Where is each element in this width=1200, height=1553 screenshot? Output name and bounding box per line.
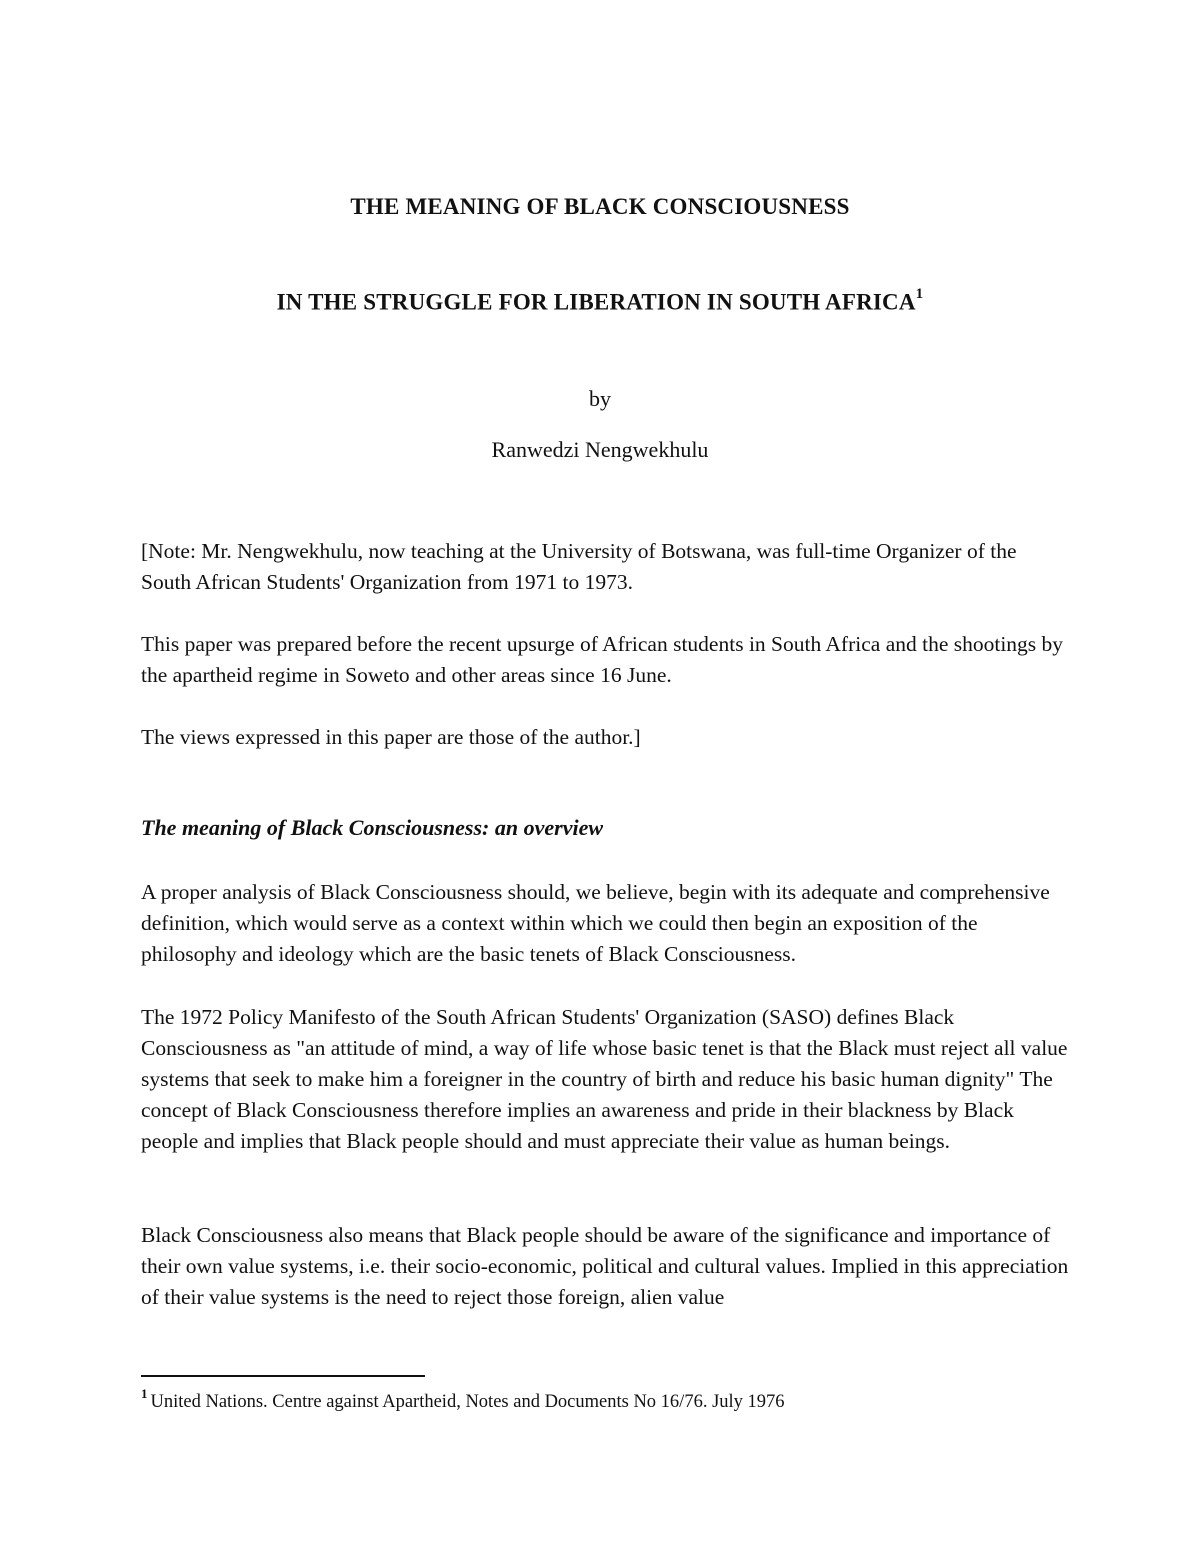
body-paragraph: The 1972 Policy Manifesto of the South African Students' Organization (SASO) defines Black Consciousness as "an attitude of mind, a way of life whose basic tenet is that the Black must reject all value systems that seek to make him a foreigner in the country of birth and reduce his basic human dignity" The concept of Black Consciousness therefore implies an awareness and pride in their blackness by Black people and implies that Black people should and must appreciate their value as human beings. [141, 1005, 1068, 1153]
body-paragraph: Black Consciousness also means that Black people should be aware of the significance and importance of their own value systems, i.e. their socio-economic, political and cultural values. Implied in this appreciation of their value systems is the need to reject those foreign, alien value [141, 1223, 1069, 1309]
body-paragraph: A proper analysis of Black Consciousness should, we believe, begin with its adequate and comprehensive definition, which would serve as a context within which we could then begin an exposition of the philosophy and ideology which are the basic tenets of Black Consciousness. [141, 880, 1050, 966]
document-title: THE MEANING OF BLACK CONSCIOUSNESS [350, 194, 850, 219]
note-paragraph: [Note: Mr. Nengwekhulu, now teaching at the University of Botswana, was full-time Organizer of the South African Students' Organization from 1971 to 1973. [141, 539, 1017, 594]
subtitle-text: IN THE STRUGGLE FOR LIBERATION IN SOUTH AFRICA [276, 289, 916, 315]
author-name: Ranwedzi Nengwekhulu [491, 437, 709, 462]
section-heading: The meaning of Black Consciousness: an overview [141, 815, 604, 840]
note-paragraph: This paper was prepared before the recent upsurge of African students in South Africa and the shootings by the apartheid regime in Soweto and other areas since 16 June. [141, 632, 1064, 687]
document-subtitle [0, 286, 1200, 316]
footnote-mark: 1 [141, 1386, 148, 1401]
footnote [141, 1388, 785, 1413]
footnote-divider [141, 1375, 425, 1377]
footnote-reference[interactable]: 1 [915, 286, 924, 302]
footnote-text: United Nations. Centre against Apartheid, Notes and Documents No 16/76. July 1976 [150, 1392, 785, 1413]
byline-label: by [589, 386, 611, 411]
note-paragraph: The views expressed in this paper are those of the author.] [141, 725, 641, 749]
